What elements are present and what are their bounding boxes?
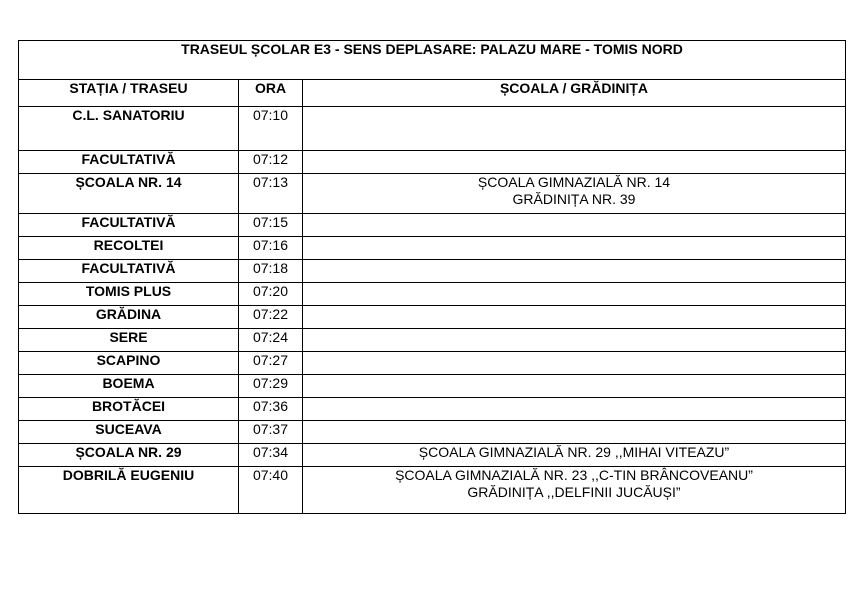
station-cell: ȘCOALA NR. 29 (19, 444, 239, 467)
station-cell: RECOLTEI (19, 237, 239, 260)
route-schedule-table (18, 40, 846, 514)
table-row (19, 306, 846, 329)
station-cell: BROTĂCEI (19, 398, 239, 421)
station-cell: BOEMA (19, 375, 239, 398)
station-cell: SUCEAVA (19, 421, 239, 444)
school-cell (303, 444, 846, 467)
table-row (19, 151, 846, 174)
header-school: ȘCOALA / GRĂDINIȚA (303, 80, 846, 107)
time-cell: 07:10 (239, 107, 303, 151)
station-cell: FACULTATIVĂ (19, 214, 239, 237)
school-cell (303, 329, 846, 352)
school-name: ȘCOALA GIMNAZIALĂ NR. 14 (477, 174, 671, 190)
time-cell: 07:29 (239, 375, 303, 398)
time-cell: 07:20 (239, 283, 303, 306)
table-row (19, 214, 846, 237)
station-cell: TOMIS PLUS (19, 283, 239, 306)
time-cell: 07:27 (239, 352, 303, 375)
table-row (19, 329, 846, 352)
table-row (19, 444, 846, 467)
time-cell: 07:22 (239, 306, 303, 329)
station-cell: GRĂDINA (19, 306, 239, 329)
time-cell: 07:13 (239, 174, 303, 214)
school-cell (303, 260, 846, 283)
school-cell (303, 174, 846, 214)
header-time: ORA (239, 80, 303, 107)
table-row (19, 352, 846, 375)
header-station: STAȚIA / TRASEU (19, 80, 239, 107)
station-cell: C.L. SANATORIU (19, 107, 239, 151)
station-cell: SERE (19, 329, 239, 352)
table-row (19, 260, 846, 283)
school-cell (303, 352, 846, 375)
school-cell (303, 421, 846, 444)
school-cell (303, 467, 846, 514)
school-cell (303, 306, 846, 329)
school-cell (303, 375, 846, 398)
station-cell: SCAPINO (19, 352, 239, 375)
time-cell: 07:18 (239, 260, 303, 283)
time-cell: 07:36 (239, 398, 303, 421)
station-cell: FACULTATIVĂ (19, 151, 239, 174)
time-cell: 07:34 (239, 444, 303, 467)
time-cell: 07:15 (239, 214, 303, 237)
table-row (19, 237, 846, 260)
kindergarten-name: GRĂDINIȚA NR. 39 (512, 191, 636, 207)
school-cell (303, 237, 846, 260)
station-cell: FACULTATIVĂ (19, 260, 239, 283)
table-row (19, 375, 846, 398)
time-cell: 07:40 (239, 467, 303, 514)
time-cell: 07:12 (239, 151, 303, 174)
school-cell (303, 398, 846, 421)
table-row (19, 107, 846, 151)
station-cell: ȘCOALA NR. 14 (19, 174, 239, 214)
table-row (19, 174, 846, 214)
table-row (19, 398, 846, 421)
table-row (19, 421, 846, 444)
school-name: ȘCOALA GIMNAZIALĂ NR. 29 ,,MIHAI VITEAZU” (418, 444, 730, 460)
time-cell: 07:16 (239, 237, 303, 260)
school-cell (303, 214, 846, 237)
table-row (19, 283, 846, 306)
school-cell (303, 151, 846, 174)
time-cell: 07:24 (239, 329, 303, 352)
kindergarten-name: GRĂDINIȚA ,,DELFINII JUCĂUȘI” (467, 484, 681, 500)
table-title: TRASEUL ȘCOLAR E3 - SENS DEPLASARE: PALAZU MARE - TOMIS NORD (19, 41, 846, 80)
time-cell: 07:37 (239, 421, 303, 444)
school-name: ȘCOALA GIMNAZIALĂ NR. 23 ,,C-TIN BRÂNCOVEANU” (395, 467, 753, 483)
school-cell (303, 283, 846, 306)
station-cell: DOBRILĂ EUGENIU (19, 467, 239, 514)
school-cell (303, 107, 846, 151)
table-row (19, 467, 846, 514)
